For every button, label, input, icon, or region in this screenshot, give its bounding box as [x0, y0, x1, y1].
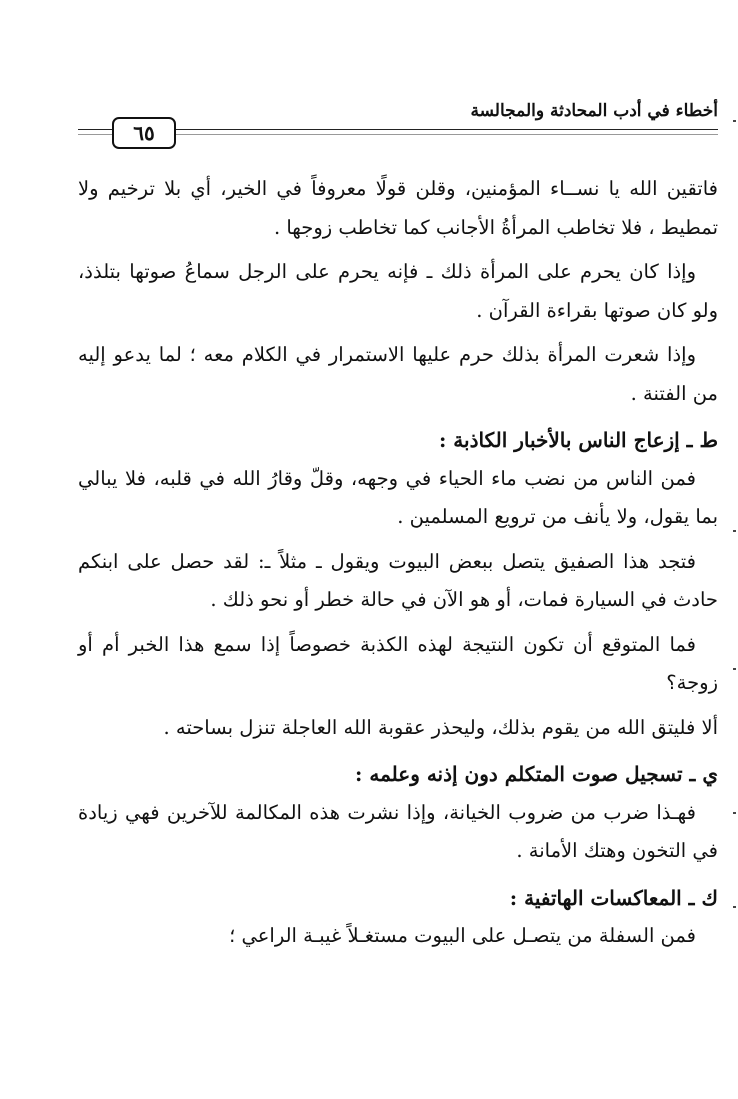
running-title: أخطاء في أدب المحادثة والمجالسة	[470, 101, 718, 121]
paragraph-continuation: فاتقين الله يا نســاء المؤمنين، وقلن قولًا معروفاً في الخير، أي بلا ترخيم ولا تمطيط ، فلا تخاطب المرأةُ الأجانب كما تخاطب زوجها .	[78, 177, 718, 239]
scan-edge-mark	[733, 906, 736, 908]
page-number-badge: ٦٥	[112, 117, 176, 149]
scan-edge-mark	[733, 812, 736, 814]
page-header	[78, 95, 718, 155]
paragraph: وإذا كان يحرم على المرأة ذلك ـ فإنه يحرم على الرجل سماعُ صوتها بتلذذ، ولو كان صوتها بقراءة القرآن .	[78, 260, 718, 322]
paragraph: فهـذا ضرب من ضروب الخيانة، وإذا نشرت هذه المكالمة للآخرين فهي زيادة في التخون وهتك الأمانة .	[78, 800, 718, 862]
scan-edge-mark	[733, 668, 736, 670]
paragraph: وإذا شعرت المرأة بذلك حرم عليها الاستمرار في الكلام معه ؛ لما يدعو إليه من الفتنة .	[78, 343, 718, 405]
paragraph: فتجد هذا الصفيق يتصل ببعض البيوت ويقول ـ مثلاً ـ: لقد حصل على ابنكم حادث في السيارة فمات، أو هو الآن في حالة خطر أو نحو ذلك .	[78, 549, 718, 611]
paragraph: فما المتوقع أن تكون النتيجة لهذه الكذبة خصوصاً إذا سمع هذا الخبر أم أو زوجة؟	[78, 632, 718, 694]
section-heading: ك ـ المعاكسات الهاتفية :	[509, 885, 718, 910]
scan-edge-mark	[733, 530, 736, 532]
paragraph: ألا فليتق الله من يقوم بذلك، وليحذر عقوبة الله العاجلة تنزل بساحته .	[163, 715, 718, 739]
section-heading: ط ـ إزعاج الناس بالأخبار الكاذبة :	[438, 428, 718, 452]
paragraph: فمن السفلة من يتصـل على البيوت مستغـلاً غيبـة الراعي ؛	[229, 924, 696, 947]
section-heading: ي ـ تسجيل صوت المتكلم دون إذنه وعلمه :	[355, 762, 718, 786]
page-body	[78, 170, 718, 956]
paragraph: فمن الناس من نضب ماء الحياء في وجهه، وقلّ وقارُ الله في قلبه، فلا يبالي بما يقول، ولا يأنف من ترويع المسلمين .	[78, 466, 718, 528]
scan-edge-mark	[733, 120, 736, 122]
